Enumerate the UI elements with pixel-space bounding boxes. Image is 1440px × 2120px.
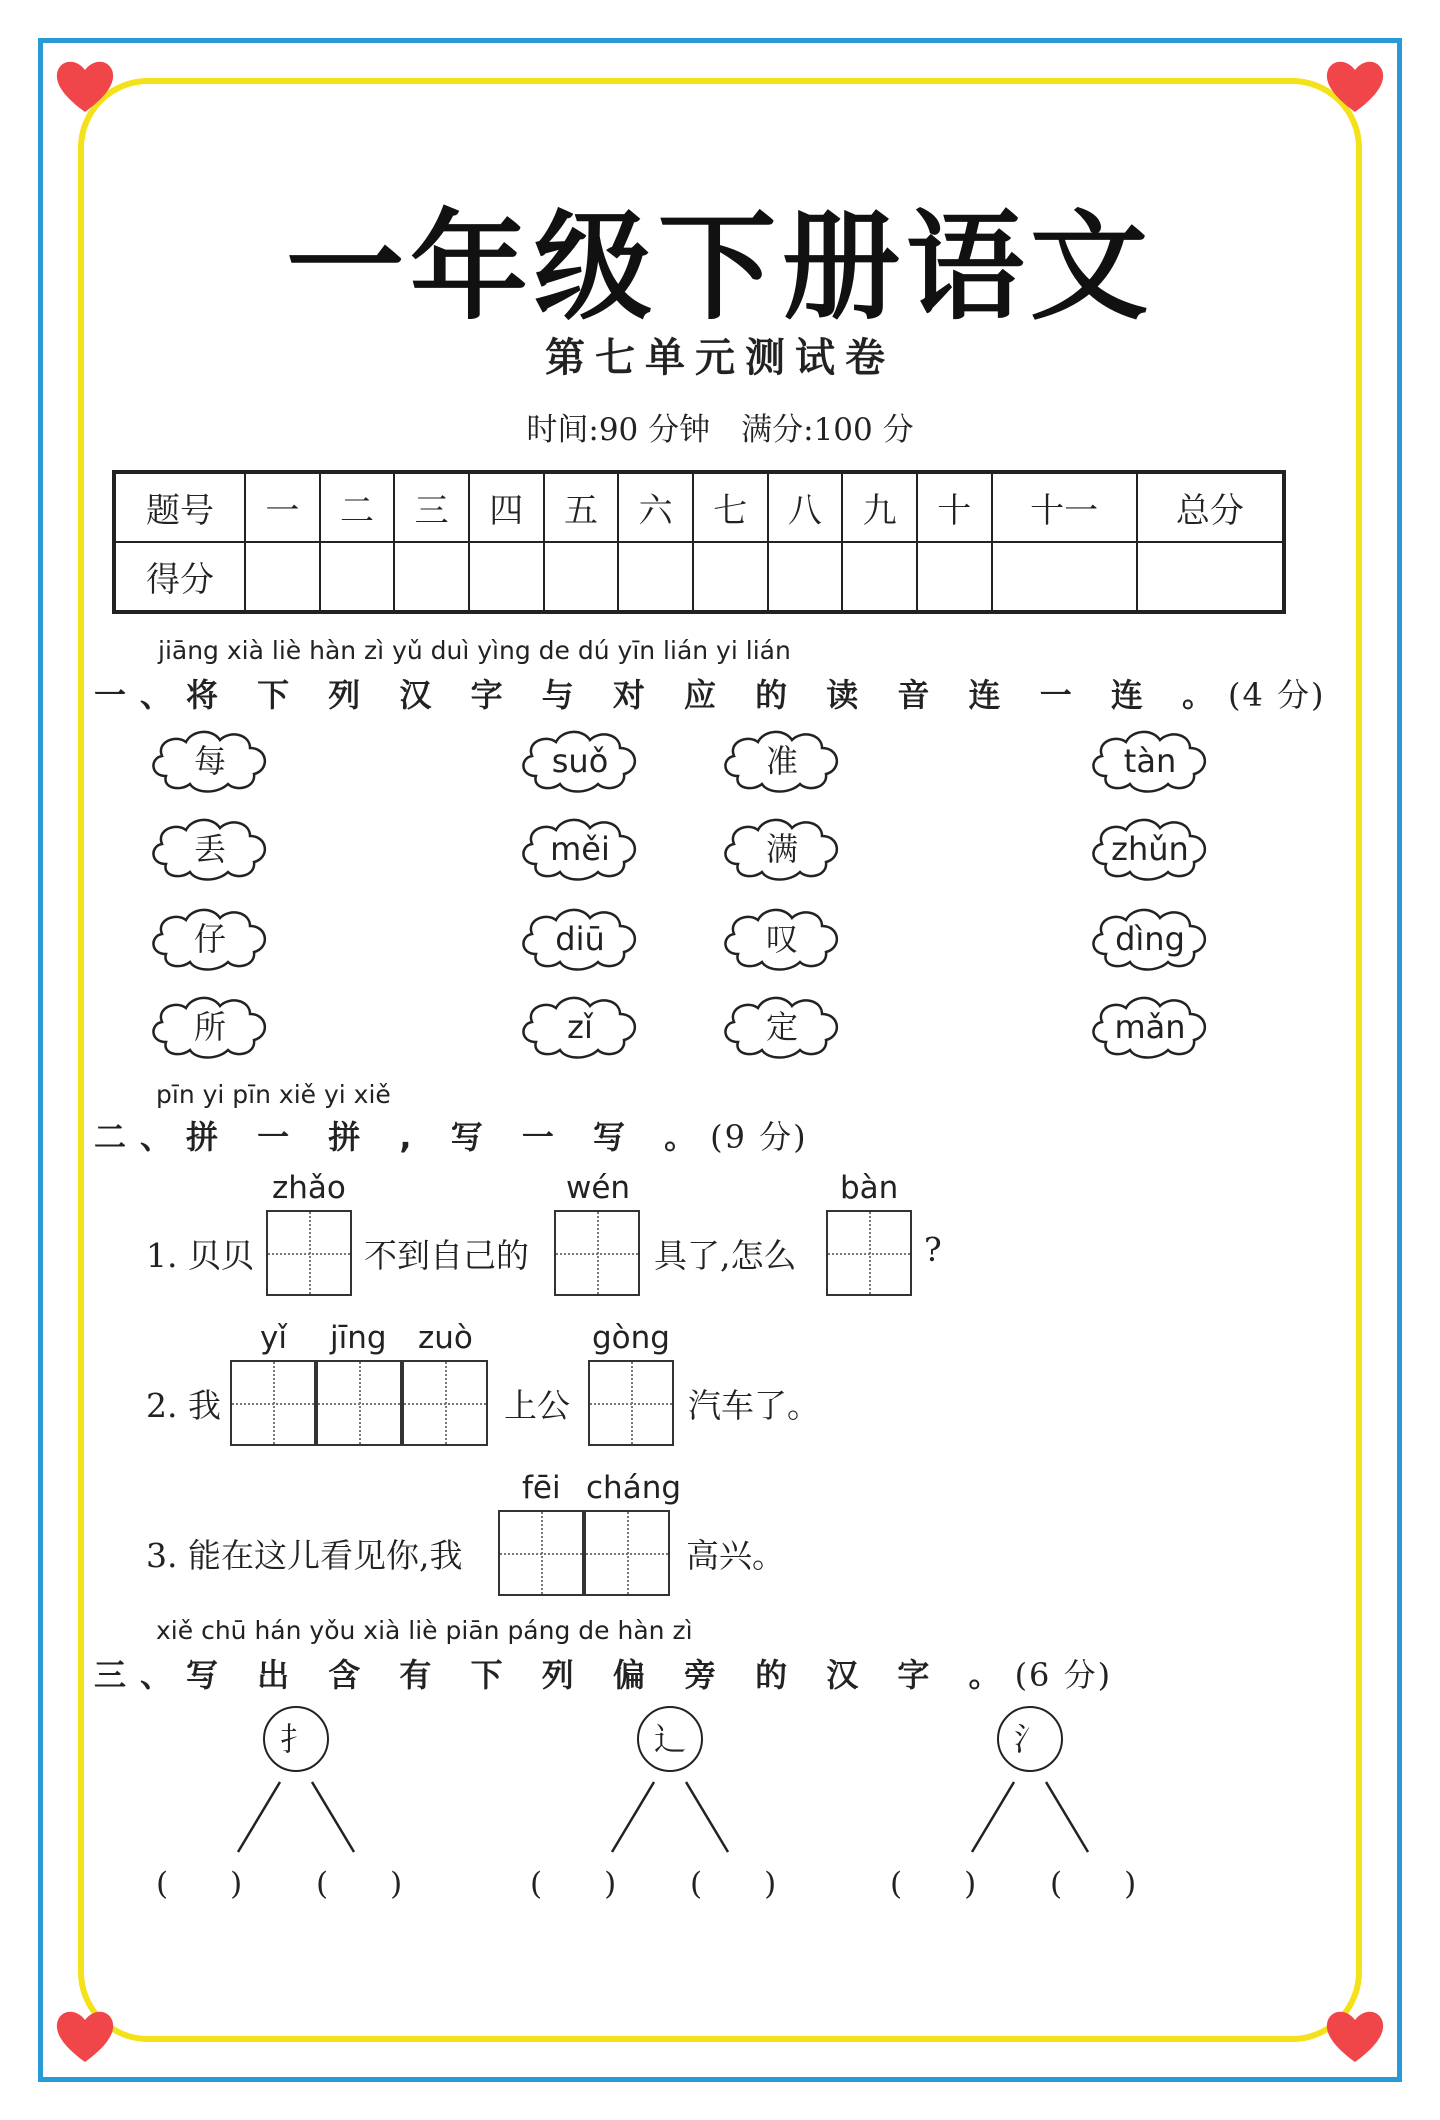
pinyin-option: tàn xyxy=(1123,742,1177,780)
writing-box[interactable] xyxy=(588,1360,674,1446)
q2-pinyin-4: gòng xyxy=(592,1320,670,1356)
table-cell: 总分 xyxy=(1137,472,1284,542)
time-score-info: 时间:90 分钟 满分:100 分 xyxy=(526,412,914,448)
q3-number: 3. 能在这儿看见你,我 xyxy=(146,1536,463,1575)
q2-pinyin-2: jīng xyxy=(330,1320,387,1356)
cloud-item[interactable] xyxy=(718,726,846,796)
score-input-cell[interactable] xyxy=(1137,542,1284,612)
q1-text-3: ? xyxy=(924,1230,942,1269)
answer-blank[interactable]: ( ) xyxy=(690,1866,777,1902)
cloud-item[interactable] xyxy=(146,726,274,796)
section2-heading-text: 二、拼 一 拼 , 写 一 写 。 xyxy=(94,1118,711,1156)
score-input-cell[interactable] xyxy=(469,542,544,612)
character-option: 满 xyxy=(765,830,798,868)
heart-icon xyxy=(1320,2000,1390,2070)
answer-blank[interactable]: ( ) xyxy=(1050,1866,1137,1902)
table-cell: 七 xyxy=(693,472,768,542)
cloud-item[interactable] xyxy=(516,726,644,796)
writing-box[interactable] xyxy=(826,1210,912,1296)
table-cell: 十一 xyxy=(992,472,1137,542)
section2-heading xyxy=(94,1112,808,1158)
q3-pinyin-1: fēi xyxy=(522,1470,561,1506)
q2-text-1: 上公 xyxy=(504,1386,570,1425)
branch-lines xyxy=(226,1780,366,1860)
section1-heading xyxy=(94,670,1326,716)
score-input-cell[interactable] xyxy=(544,542,619,612)
character-option: 叹 xyxy=(765,920,798,958)
q1-pinyin-1: zhǎo xyxy=(272,1170,346,1206)
writing-box[interactable] xyxy=(402,1360,488,1446)
character-option: 定 xyxy=(765,1008,798,1046)
section2-score: (9 分) xyxy=(710,1118,808,1156)
pinyin-option: suǒ xyxy=(551,742,609,780)
answer-blank[interactable]: ( ) xyxy=(890,1866,977,1902)
table-cell: 六 xyxy=(618,472,693,542)
writing-box[interactable] xyxy=(498,1510,584,1596)
table-cell: 五 xyxy=(544,472,619,542)
radical-circle: 辶 xyxy=(637,1706,703,1772)
q2-pinyin-3: zuò xyxy=(418,1320,473,1356)
character-option: 准 xyxy=(765,742,798,780)
cloud-item[interactable] xyxy=(146,992,274,1062)
table-cell: 十 xyxy=(917,472,992,542)
character-option: 所 xyxy=(193,1008,226,1046)
section1-heading-text: 一、将 下 列 汉 字 与 对 应 的 读 音 连 一 连 。 xyxy=(94,676,1228,714)
q1-text-1: 不到自己的 xyxy=(364,1236,529,1275)
section3-score: (6 分) xyxy=(1014,1656,1113,1694)
heart-icon xyxy=(1320,50,1390,120)
table-cell: 八 xyxy=(768,472,843,542)
writing-box[interactable] xyxy=(230,1360,316,1446)
pinyin-option: měi xyxy=(550,830,610,868)
writing-box[interactable] xyxy=(316,1360,402,1446)
cloud-item[interactable] xyxy=(516,904,644,974)
answer-blank[interactable]: ( ) xyxy=(316,1866,403,1902)
heart-icon xyxy=(50,50,120,120)
q3-pinyin-2: cháng xyxy=(586,1470,682,1506)
q1-text-2: 具了,怎么 xyxy=(654,1236,797,1275)
q2-number: 2. 我 xyxy=(146,1386,221,1425)
character-option: 丢 xyxy=(193,830,226,868)
score-table-score-row xyxy=(114,542,1284,612)
writing-box[interactable] xyxy=(584,1510,670,1596)
page-title: 一年级下册语文 xyxy=(285,198,1154,336)
section1-score: (4 分) xyxy=(1227,676,1326,714)
character-option: 每 xyxy=(193,742,226,780)
score-input-cell[interactable] xyxy=(842,542,917,612)
radical-circle: 扌 xyxy=(263,1706,329,1772)
cloud-item[interactable] xyxy=(516,992,644,1062)
pinyin-option: diū xyxy=(555,920,605,958)
character-option: 仔 xyxy=(193,920,226,958)
heart-icon xyxy=(50,2000,120,2070)
table-cell: 三 xyxy=(394,472,469,542)
writing-box[interactable] xyxy=(554,1210,640,1296)
pinyin-option: mǎn xyxy=(1114,1008,1186,1046)
score-input-cell[interactable] xyxy=(320,542,395,612)
score-table-header-row xyxy=(114,472,1284,542)
section3-pinyin: xiě chū hán yǒu xià liè piān páng de hàn zì xyxy=(156,1616,693,1645)
table-cell: 得分 xyxy=(114,542,245,612)
cloud-item[interactable] xyxy=(718,904,846,974)
pinyin-option: zhǔn xyxy=(1111,830,1189,868)
writing-box[interactable] xyxy=(266,1210,352,1296)
cloud-item[interactable] xyxy=(146,904,274,974)
q2-text-2: 汽车了。 xyxy=(688,1386,820,1425)
table-cell: 一 xyxy=(245,472,320,542)
branch-lines xyxy=(600,1780,740,1860)
cloud-item[interactable] xyxy=(1086,992,1214,1062)
cloud-item[interactable] xyxy=(718,814,846,884)
q1-number: 1. 贝贝 xyxy=(146,1236,254,1275)
score-input-cell[interactable] xyxy=(245,542,320,612)
q1-pinyin-3: bàn xyxy=(840,1170,899,1206)
page-subtitle: 第七单元测试卷 xyxy=(545,335,895,381)
section1-pinyin: jiāng xià liè hàn zì yǔ duì yìng de dú yīn lián yi lián xyxy=(158,636,791,665)
score-table xyxy=(112,470,1286,614)
score-input-cell[interactable] xyxy=(693,542,768,612)
score-input-cell[interactable] xyxy=(917,542,992,612)
cloud-item[interactable] xyxy=(146,814,274,884)
pinyin-option: zǐ xyxy=(567,1008,593,1046)
answer-blank[interactable]: ( ) xyxy=(156,1866,243,1902)
answer-blank[interactable]: ( ) xyxy=(530,1866,617,1902)
table-cell: 四 xyxy=(469,472,544,542)
radical-circle: 氵 xyxy=(997,1706,1063,1772)
table-cell: 二 xyxy=(320,472,395,542)
table-cell: 九 xyxy=(842,472,917,542)
cloud-item[interactable] xyxy=(516,814,644,884)
section2-pinyin: pīn yi pīn xiě yi xiě xyxy=(156,1080,391,1109)
section3-heading xyxy=(94,1650,1112,1696)
section3-heading-text: 三、写 出 含 有 下 列 偏 旁 的 汉 字 。 xyxy=(94,1656,1015,1694)
table-cell: 题号 xyxy=(114,472,245,542)
cloud-item[interactable] xyxy=(718,992,846,1062)
branch-lines xyxy=(960,1780,1100,1860)
cloud-item[interactable] xyxy=(1086,726,1214,796)
score-input-cell[interactable] xyxy=(618,542,693,612)
score-input-cell[interactable] xyxy=(394,542,469,612)
cloud-item[interactable] xyxy=(1086,904,1214,974)
score-input-cell[interactable] xyxy=(992,542,1137,612)
q2-pinyin-1: yǐ xyxy=(260,1320,287,1356)
score-input-cell[interactable] xyxy=(768,542,843,612)
q3-text-1: 高兴。 xyxy=(686,1536,785,1575)
q1-pinyin-2: wén xyxy=(566,1170,631,1206)
cloud-item[interactable] xyxy=(1086,814,1214,884)
pinyin-option: dìng xyxy=(1115,920,1185,958)
